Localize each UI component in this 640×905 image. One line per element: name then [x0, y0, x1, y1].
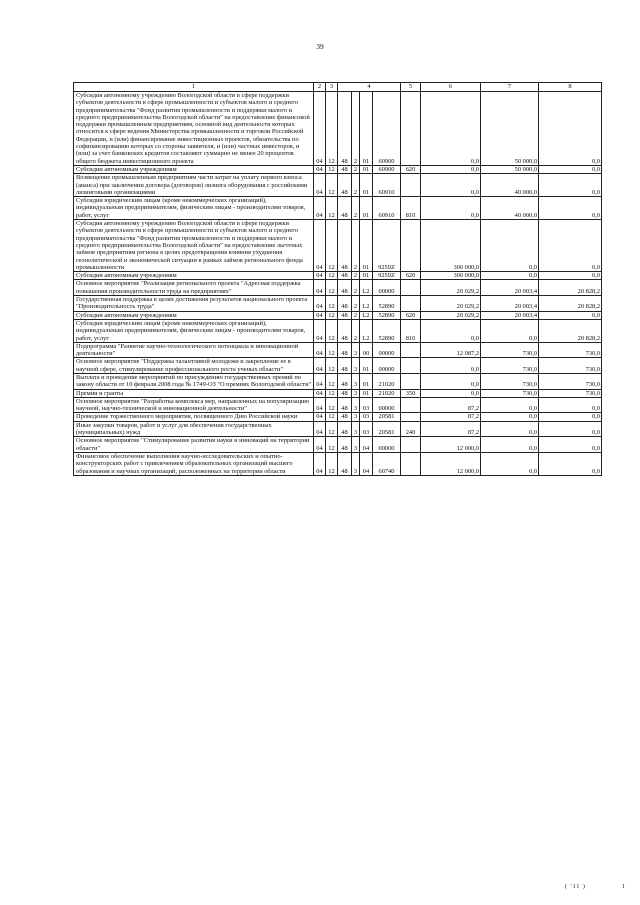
row-code-direction: 60910: [373, 197, 401, 220]
row-name: Субсидии юридическим лицам (кроме некоммерческих организаций), индивидуальным предпринимателям, физическим лицам - производителям товаров, работ, услуг: [74, 197, 314, 220]
row-amount-col6: 20 029,2: [421, 311, 481, 319]
row-expense-type: [401, 220, 421, 272]
row-amount-col7: 50 000,0: [481, 165, 539, 173]
row-code-subprogram: 2: [352, 319, 360, 342]
row-expense-type: [401, 358, 421, 374]
row-name: Выплата и проведение мероприятий по присуждению государственных премий по закону области от 10 февраля 2008 года № 1749-ОЗ "О премиях Вологодской области": [74, 373, 314, 389]
row-amount-col8: 0,0: [539, 92, 602, 166]
row-code-subprogram: 3: [352, 421, 360, 437]
row-amount-col8: 730,0: [539, 342, 602, 358]
row-section: 04: [314, 296, 326, 312]
header-col-1: 1: [74, 83, 314, 92]
table-row: [74, 437, 602, 453]
row-code-event: 04: [360, 452, 373, 475]
row-name: Субсидия автономному учреждению Вологодской области в сфере поддержки субъектов деятельности в сфере промышленности и субъектов малого и среднего предпринимательства "Фонд развития промышленности и поддержки малого и среднего предпринимательства Вологодской области" на предоставление финансовой поддержки промышленным предприятиям, основной вид деятельности которых относится к сфере ведения Министерства промышленности и торговли Российской Федерации, и (или) финансирование инвестиционных проектов, обязательства по софинансированию которых со стороны заявителя, и (или) частных инвесторов, и (или) за счет банковских кредитов составляют суммарно не менее 20 процентов общего бюджета инвестиционного проекта: [74, 92, 314, 166]
row-amount-col7: 50 000,0: [481, 92, 539, 166]
row-code-event: L2: [360, 311, 373, 319]
row-amount-col6: 12 087,2: [421, 342, 481, 358]
row-amount-col8: 0,0: [539, 174, 602, 197]
row-amount-col8: 0,0: [539, 421, 602, 437]
row-amount-col6: 0,0: [421, 389, 481, 397]
row-code-program: 48: [338, 452, 352, 475]
row-section: 04: [314, 174, 326, 197]
row-code-direction: 52890: [373, 311, 401, 319]
row-amount-col7: 0,0: [481, 319, 539, 342]
row-code-program: 48: [338, 311, 352, 319]
row-code-event: 03: [360, 397, 373, 413]
header-col-4: 4: [338, 83, 401, 92]
row-section: 04: [314, 397, 326, 413]
row-code-direction: 60900: [373, 165, 401, 173]
row-amount-col7: 730,0: [481, 373, 539, 389]
row-code-event: 01: [360, 174, 373, 197]
row-name: Государственная поддержка в целях достижения результатов национального проекта "Производительность труда": [74, 296, 314, 312]
row-amount-col8: 730,0: [539, 373, 602, 389]
row-amount-col6: 0,0: [421, 174, 481, 197]
row-amount-col6: 0,0: [421, 319, 481, 342]
row-amount-col8: 0,0: [539, 437, 602, 453]
row-code-direction: 00000: [373, 342, 401, 358]
row-amount-col6: 0,0: [421, 165, 481, 173]
row-section: 04: [314, 319, 326, 342]
row-subsection: 12: [326, 296, 338, 312]
row-code-direction: 9259Z: [373, 272, 401, 280]
table-row: [74, 92, 602, 166]
row-code-subprogram: 3: [352, 358, 360, 374]
row-code-program: 48: [338, 296, 352, 312]
row-code-subprogram: 2: [352, 296, 360, 312]
row-amount-col6: 300 000,0: [421, 272, 481, 280]
row-amount-col7: 0,0: [481, 272, 539, 280]
row-section: 04: [314, 220, 326, 272]
row-expense-type: 810: [401, 197, 421, 220]
row-amount-col8: 0,0: [539, 413, 602, 421]
row-amount-col8: 0,0: [539, 311, 602, 319]
row-code-event: 03: [360, 421, 373, 437]
table-row: [74, 272, 602, 280]
row-amount-col6: 87,2: [421, 421, 481, 437]
row-section: 04: [314, 358, 326, 374]
row-code-direction: 00000: [373, 280, 401, 296]
row-code-event: 01: [360, 197, 373, 220]
row-code-subprogram: 3: [352, 342, 360, 358]
row-code-event: L2: [360, 319, 373, 342]
row-code-event: 01: [360, 92, 373, 166]
row-code-event: 01: [360, 358, 373, 374]
row-amount-col7: 40 000,0: [481, 174, 539, 197]
row-section: 04: [314, 280, 326, 296]
row-expense-type: [401, 342, 421, 358]
row-code-event: 01: [360, 220, 373, 272]
row-code-subprogram: 3: [352, 397, 360, 413]
row-subsection: 12: [326, 92, 338, 166]
row-amount-col8: 0,0: [539, 220, 602, 272]
row-amount-col8: 0,0: [539, 397, 602, 413]
table-row: [74, 280, 602, 296]
footer-mark: ( '11 ): [565, 884, 586, 890]
row-amount-col7: 0,0: [481, 397, 539, 413]
row-code-program: 48: [338, 421, 352, 437]
row-code-event: 01: [360, 389, 373, 397]
row-code-event: 00: [360, 342, 373, 358]
header-col-8: 8: [539, 83, 602, 92]
header-col-5: 5: [401, 83, 421, 92]
table-row: [74, 311, 602, 319]
row-amount-col6: 0,0: [421, 197, 481, 220]
row-code-subprogram: 3: [352, 373, 360, 389]
row-name: Проведение торжественного мероприятия, посвященного Дню Российской науки: [74, 413, 314, 421]
table-row: [74, 197, 602, 220]
row-name: Подпрограмма "Развитие научно-технологического потенциала и инновационной деятельности": [74, 342, 314, 358]
row-code-program: 48: [338, 92, 352, 166]
row-code-subprogram: 2: [352, 92, 360, 166]
row-amount-col6: 87,2: [421, 397, 481, 413]
table-row: [74, 389, 602, 397]
row-subsection: 12: [326, 311, 338, 319]
row-amount-col7: 0,0: [481, 220, 539, 272]
row-code-program: 48: [338, 342, 352, 358]
table-row: [74, 452, 602, 475]
footer-number: 1: [622, 884, 625, 890]
row-expense-type: 620: [401, 272, 421, 280]
row-code-subprogram: 2: [352, 272, 360, 280]
row-expense-type: [401, 92, 421, 166]
row-code-direction: 20581: [373, 413, 401, 421]
row-section: 04: [314, 165, 326, 173]
row-expense-type: 810: [401, 319, 421, 342]
row-name: Премии и гранты: [74, 389, 314, 397]
row-code-event: 01: [360, 165, 373, 173]
row-amount-col7: 730,0: [481, 342, 539, 358]
table-row: [74, 413, 602, 421]
row-amount-col7: 730,0: [481, 389, 539, 397]
row-subsection: 12: [326, 389, 338, 397]
row-amount-col6: 300 000,0: [421, 220, 481, 272]
table-row: [74, 373, 602, 389]
row-subsection: 12: [326, 174, 338, 197]
row-section: 04: [314, 421, 326, 437]
row-amount-col7: 0,0: [481, 437, 539, 453]
header-col-2: 2: [314, 83, 326, 92]
row-amount-col6: 0,0: [421, 92, 481, 166]
row-code-direction: 21020: [373, 389, 401, 397]
row-subsection: 12: [326, 358, 338, 374]
row-subsection: 12: [326, 165, 338, 173]
row-code-event: 01: [360, 373, 373, 389]
row-subsection: 12: [326, 319, 338, 342]
row-subsection: 12: [326, 272, 338, 280]
row-amount-col6: 0,0: [421, 358, 481, 374]
row-expense-type: [401, 280, 421, 296]
budget-table: [73, 82, 602, 476]
row-expense-type: 620: [401, 165, 421, 173]
row-amount-col7: 20 003,4: [481, 296, 539, 312]
row-code-subprogram: 2: [352, 197, 360, 220]
table-header-row: [74, 83, 602, 92]
row-code-subprogram: 2: [352, 220, 360, 272]
row-subsection: 12: [326, 197, 338, 220]
row-name: Возмещение промышленным предприятиям части затрат на уплату первого взноса (аванса) при заключении договора (договоров) лизинга оборудования с российскими лизинговыми организациями: [74, 174, 314, 197]
row-amount-col8: 0,0: [539, 165, 602, 173]
row-code-program: 48: [338, 174, 352, 197]
row-subsection: 12: [326, 220, 338, 272]
row-amount-col8: 730,0: [539, 358, 602, 374]
row-expense-type: [401, 452, 421, 475]
row-amount-col7: 20 003,4: [481, 280, 539, 296]
row-amount-col6: 20 029,2: [421, 280, 481, 296]
row-subsection: 12: [326, 373, 338, 389]
row-expense-type: [401, 413, 421, 421]
row-amount-col7: 0,0: [481, 452, 539, 475]
row-code-subprogram: 2: [352, 165, 360, 173]
row-section: 04: [314, 272, 326, 280]
row-code-subprogram: 3: [352, 437, 360, 453]
row-name: Субсидии автономным учреждениям: [74, 165, 314, 173]
row-section: 04: [314, 311, 326, 319]
row-section: 04: [314, 389, 326, 397]
row-code-direction: 60740: [373, 452, 401, 475]
row-amount-col8: 0,0: [539, 272, 602, 280]
table-row: [74, 220, 602, 272]
row-code-program: 48: [338, 272, 352, 280]
row-code-program: 48: [338, 389, 352, 397]
row-code-program: 48: [338, 373, 352, 389]
row-code-event: 04: [360, 437, 373, 453]
row-subsection: 12: [326, 280, 338, 296]
header-col-7: 7: [481, 83, 539, 92]
row-name: Основное мероприятие "Поддержка талантливой молодежи и закрепление ее в научной сфере, стимулирование профессионального роста ученых области": [74, 358, 314, 374]
row-amount-col8: 0,0: [539, 452, 602, 475]
row-section: 04: [314, 373, 326, 389]
table-row: [74, 174, 602, 197]
row-amount-col7: 0,0: [481, 413, 539, 421]
row-code-event: L2: [360, 296, 373, 312]
row-subsection: 12: [326, 413, 338, 421]
row-code-direction: 9259Z: [373, 220, 401, 272]
row-code-program: 48: [338, 358, 352, 374]
page-number: 39: [316, 42, 324, 51]
row-amount-col8: 0,0: [539, 197, 602, 220]
row-code-subprogram: 2: [352, 311, 360, 319]
row-amount-col8: 20 828,2: [539, 280, 602, 296]
row-amount-col6: 20 029,2: [421, 296, 481, 312]
table-row: [74, 421, 602, 437]
row-expense-type: [401, 174, 421, 197]
row-expense-type: [401, 373, 421, 389]
row-code-direction: 20581: [373, 421, 401, 437]
row-code-program: 48: [338, 437, 352, 453]
table-row: [74, 397, 602, 413]
row-code-direction: 60910: [373, 174, 401, 197]
row-name: Основное мероприятие "Реализация регионального проекта "Адресная поддержка повышения производительности труда на предприятиях": [74, 280, 314, 296]
row-name: Субсидии автономным учреждениям: [74, 272, 314, 280]
row-subsection: 12: [326, 397, 338, 413]
row-subsection: 12: [326, 437, 338, 453]
row-subsection: 12: [326, 421, 338, 437]
row-name: Основное мероприятие "Стимулирование развития науки и инноваций на территории области": [74, 437, 314, 453]
row-amount-col8: 20 828,2: [539, 296, 602, 312]
row-code-subprogram: 3: [352, 389, 360, 397]
row-code-program: 48: [338, 197, 352, 220]
row-code-subprogram: 2: [352, 280, 360, 296]
row-expense-type: 350: [401, 389, 421, 397]
row-code-program: 48: [338, 413, 352, 421]
row-code-program: 48: [338, 165, 352, 173]
row-amount-col6: 12 000,0: [421, 452, 481, 475]
row-name: Субсидия автономному учреждению Вологодской области в сфере поддержки субъектов деятельности в сфере промышленности и субъектов малого и среднего предпринимательства "Фонд развития промышленности и поддержки малого и среднего предпринимательства Вологодской области" на предоставление льготных займов предприятиям региона в целях предотвращения влияния ухудшения геополитической и экономической ситуации в рамках займов регионального фонда промышленности: [74, 220, 314, 272]
row-subsection: 12: [326, 342, 338, 358]
row-name: Иные закупки товаров, работ и услуг для обеспечения государственных (муниципальных) нужд: [74, 421, 314, 437]
row-code-direction: 52890: [373, 296, 401, 312]
row-amount-col6: 12 000,0: [421, 437, 481, 453]
row-code-event: 03: [360, 413, 373, 421]
row-section: 04: [314, 197, 326, 220]
row-amount-col8: 20 828,2: [539, 319, 602, 342]
table-row: [74, 319, 602, 342]
row-amount-col6: 87,2: [421, 413, 481, 421]
row-section: 04: [314, 342, 326, 358]
table-row: [74, 358, 602, 374]
table-row: [74, 165, 602, 173]
row-name: Субсидии юридическим лицам (кроме некоммерческих организаций), индивидуальным предпринимателям, физическим лицам - производителям товаров, работ, услуг: [74, 319, 314, 342]
row-name: Основное мероприятие "Разработка комплекса мер, направленных на популяризацию научной, научно-технической и инновационной деятельности": [74, 397, 314, 413]
header-col-3: 3: [326, 83, 338, 92]
table-row: [74, 342, 602, 358]
row-code-subprogram: 3: [352, 452, 360, 475]
row-section: 04: [314, 437, 326, 453]
row-code-program: 48: [338, 220, 352, 272]
row-section: 04: [314, 452, 326, 475]
row-amount-col7: 40 000,0: [481, 197, 539, 220]
row-expense-type: [401, 437, 421, 453]
row-code-direction: 00000: [373, 437, 401, 453]
row-expense-type: 620: [401, 311, 421, 319]
row-expense-type: 240: [401, 421, 421, 437]
row-amount-col6: 0,0: [421, 373, 481, 389]
row-subsection: 12: [326, 452, 338, 475]
header-col-6: 6: [421, 83, 481, 92]
row-expense-type: [401, 296, 421, 312]
row-expense-type: [401, 397, 421, 413]
row-code-subprogram: 3: [352, 413, 360, 421]
row-section: 04: [314, 413, 326, 421]
row-amount-col8: 730,0: [539, 389, 602, 397]
row-code-direction: 00000: [373, 358, 401, 374]
row-code-direction: 60900: [373, 92, 401, 166]
row-code-subprogram: 2: [352, 174, 360, 197]
row-code-direction: 00000: [373, 397, 401, 413]
row-name: Субсидии автономным учреждениям: [74, 311, 314, 319]
row-amount-col7: 730,0: [481, 358, 539, 374]
row-name: Финансовое обеспечение выполнения научно-исследовательских и опытно-конструкторских работ с привлечением образовательных организаций высшего образования и научных организаций, расположенных на территории области: [74, 452, 314, 475]
row-code-program: 48: [338, 397, 352, 413]
row-amount-col7: 20 003,4: [481, 311, 539, 319]
row-code-program: 48: [338, 280, 352, 296]
row-amount-col7: 0,0: [481, 421, 539, 437]
row-code-event: 01: [360, 272, 373, 280]
table-row: [74, 296, 602, 312]
row-section: 04: [314, 92, 326, 166]
row-code-direction: 52890: [373, 319, 401, 342]
row-code-program: 48: [338, 319, 352, 342]
row-code-event: L2: [360, 280, 373, 296]
row-code-direction: 21020: [373, 373, 401, 389]
